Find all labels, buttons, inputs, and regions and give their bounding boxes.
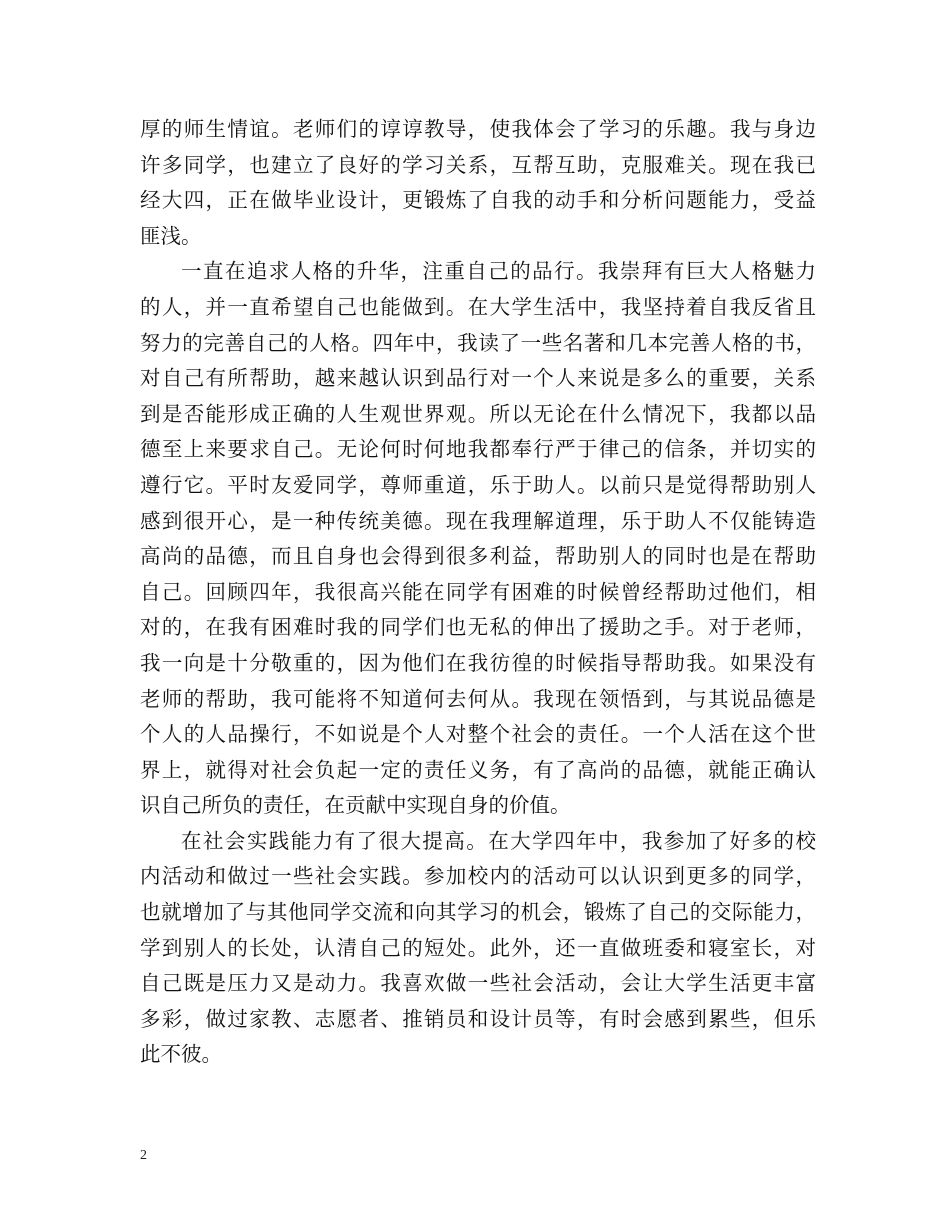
text-line: 老师的帮助，我可能将不知道何去何从。我现在领悟到，与其说品德是 bbox=[140, 686, 816, 711]
text-line: 也就增加了与其他同学交流和向其学习的机会，锻炼了自己的交际能力， bbox=[140, 900, 816, 925]
paragraph-1 bbox=[140, 112, 816, 254]
text-line: 感到很开心，是一种传统美德。现在我理解道理，乐于助人不仅能铸造 bbox=[140, 508, 816, 533]
paragraph-3 bbox=[140, 824, 816, 1073]
text-line: 界上，就得对社会负起一定的责任义务，有了高尚的品德，就能正确认 bbox=[140, 757, 816, 782]
text-line: 对的，在我有困难时我的同学们也无私的伸出了援助之手。对于老师， bbox=[140, 615, 816, 640]
text-line: 对自己有所帮助，越来越认识到品行对一个人来说是多么的重要，关系 bbox=[140, 366, 816, 391]
text-line: 到是否能形成正确的人生观世界观。所以无论在什么情况下，我都以品 bbox=[140, 401, 816, 426]
text-line: 学到别人的长处，认清自己的短处。此外，还一直做班委和寝室长，对 bbox=[140, 935, 816, 960]
text-line: 遵行它。平时友爱同学，尊师重道，乐于助人。以前只是觉得帮助别人 bbox=[140, 472, 816, 497]
text-line: 德至上来要求自己。无论何时何地我都奉行严于律己的信条，并切实的 bbox=[140, 437, 816, 462]
text-line: 个人的人品操行，不如说是个人对整个社会的责任。一个人活在这个世 bbox=[140, 722, 816, 747]
text-line: 许多同学，也建立了良好的学习关系，互帮互助，克服难关。现在我已 bbox=[140, 152, 816, 177]
paragraph-2 bbox=[140, 254, 816, 824]
text-line: 我一向是十分敬重的，因为他们在我彷徨的时候指导帮助我。如果没有 bbox=[140, 650, 816, 675]
text-line: 努力的完善自己的人格。四年中，我读了一些名著和几本完善人格的书， bbox=[140, 330, 816, 355]
page-number: 2 bbox=[140, 1148, 147, 1163]
text-line: 自己既是压力又是动力。我喜欢做一些社会活动，会让大学生活更丰富 bbox=[140, 971, 816, 996]
text-line: 厚的师生情谊。老师们的谆谆教导，使我体会了学习的乐趣。我与身边 bbox=[140, 117, 816, 141]
text-line: 多彩，做过家教、志愿者、推销员和设计员等，有时会感到累些，但乐 bbox=[140, 1006, 816, 1031]
text-line: 经大四，正在做毕业设计，更锻炼了自我的动手和分析问题能力，受益 bbox=[140, 188, 816, 213]
text-line: 的人，并一直希望自己也能做到。在大学生活中，我坚持着自我反省且 bbox=[140, 294, 816, 319]
text-line: 自己。回顾四年，我很高兴能在同学有困难的时候曾经帮助过他们，相 bbox=[140, 579, 816, 604]
text-line: 一直在追求人格的升华，注重自己的品行。我崇拜有巨大人格魅力 bbox=[181, 259, 816, 284]
text-line: 内活动和做过一些社会实践。参加校内的活动可以认识到更多的同学， bbox=[140, 864, 816, 889]
text-line: 此不彼。 bbox=[140, 1042, 222, 1067]
text-line: 匪浅。 bbox=[140, 223, 202, 248]
text-line: 高尚的品德，而且自身也会得到很多利益，帮助别人的同时也是在帮助 bbox=[140, 544, 816, 569]
text-line: 识自己所负的责任，在贡献中实现自身的价值。 bbox=[140, 793, 571, 818]
text-line: 在社会实践能力有了很大提高。在大学四年中，我参加了好多的校 bbox=[181, 828, 816, 853]
body-text bbox=[140, 112, 816, 1073]
